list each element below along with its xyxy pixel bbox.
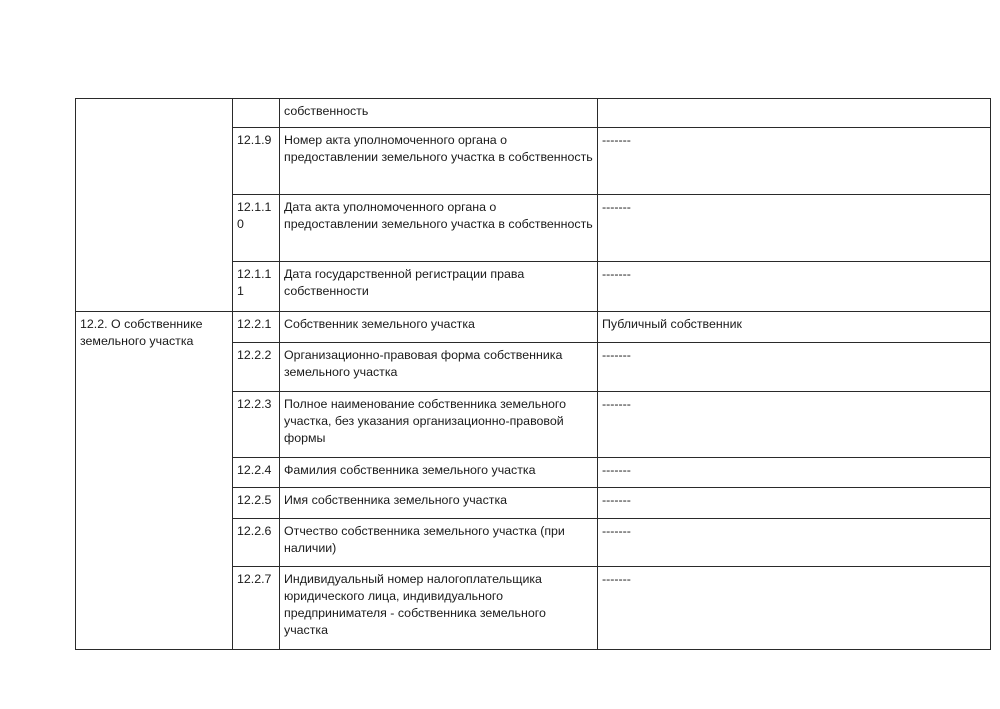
land-plot-info-table <box>75 98 991 650</box>
row-value: ------- <box>598 128 991 195</box>
row-label: Организационно-правовая форма собственника земельного участка <box>280 343 598 392</box>
section-cell-12-1 <box>76 99 233 312</box>
row-value <box>598 99 991 128</box>
row-label: Индивидуальный номер налогоплательщика юридического лица, индивидуального предпринимателя - собственника земельного участка <box>280 567 598 650</box>
row-value: ------- <box>598 392 991 458</box>
row-number: 12.2.1 <box>233 312 280 343</box>
row-value: ------- <box>598 343 991 392</box>
row-number: 12.1.10 <box>233 195 280 262</box>
row-number: 12.2.6 <box>233 519 280 567</box>
table-row <box>76 99 991 128</box>
row-label: Номер акта уполномоченного органа о предоставлении земельного участка в собственность <box>280 128 598 195</box>
row-label: Дата акта уполномоченного органа о предоставлении земельного участка в собственность <box>280 195 598 262</box>
row-number: 12.1.11 <box>233 262 280 312</box>
row-value: ------- <box>598 488 991 519</box>
row-number: 12.2.4 <box>233 458 280 488</box>
section-cell-12-2: 12.2. О собственнике земельного участка <box>76 312 233 650</box>
row-value: ------- <box>598 195 991 262</box>
row-label: Дата государственной регистрации права собственности <box>280 262 598 312</box>
row-value: Публичный собственник <box>598 312 991 343</box>
row-value: ------- <box>598 458 991 488</box>
row-number <box>233 99 280 128</box>
row-number: 12.1.9 <box>233 128 280 195</box>
row-label: собственность <box>280 99 598 128</box>
row-label: Имя собственника земельного участка <box>280 488 598 519</box>
row-value: ------- <box>598 567 991 650</box>
row-number: 12.2.2 <box>233 343 280 392</box>
row-number: 12.2.7 <box>233 567 280 650</box>
row-value: ------- <box>598 519 991 567</box>
row-label: Отчество собственника земельного участка (при наличии) <box>280 519 598 567</box>
row-number: 12.2.5 <box>233 488 280 519</box>
table-row <box>76 312 991 343</box>
row-value: ------- <box>598 262 991 312</box>
row-label: Фамилия собственника земельного участка <box>280 458 598 488</box>
row-label: Полное наименование собственника земельного участка, без указания организационно-правовой формы <box>280 392 598 458</box>
row-label: Собственник земельного участка <box>280 312 598 343</box>
row-number: 12.2.3 <box>233 392 280 458</box>
